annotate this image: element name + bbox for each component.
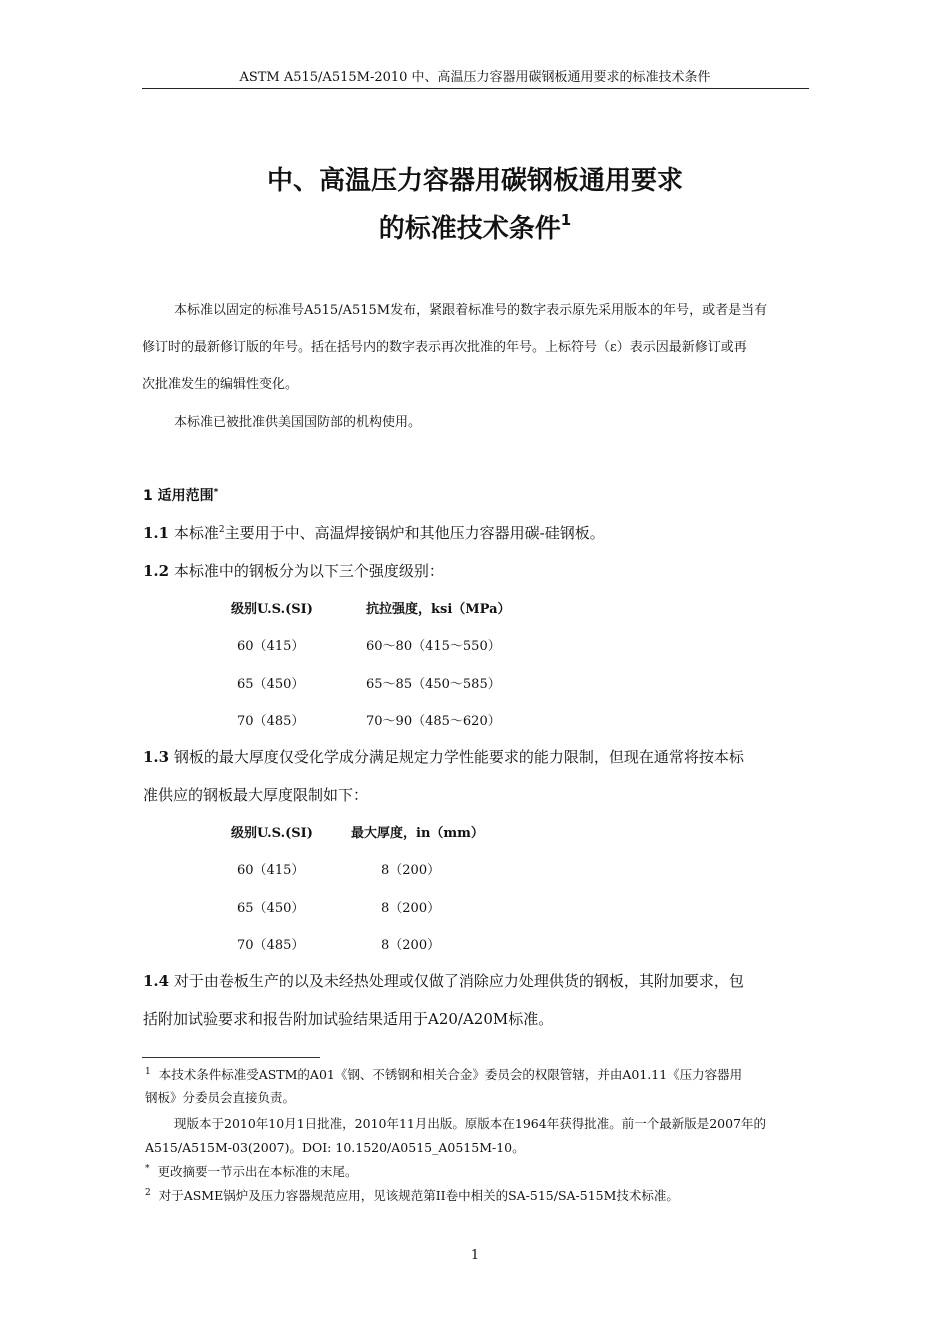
clause-number: 1.3 <box>143 748 170 766</box>
clause-number: 1.2 <box>143 562 170 580</box>
table2-cell: 65（450） <box>237 901 305 916</box>
footnote-1-mark: 1 <box>145 1066 151 1077</box>
intro-paragraph-line-3: 次批准发生的编辑性变化。 <box>142 377 299 392</box>
clause-1-1 <box>143 522 605 543</box>
footnote-2-text: 对于ASME锅炉及压力容器规范应用，见该规范第II卷中相关的SA-515/SA-515M技术标准。 <box>158 1188 679 1203</box>
table2-cell: 60（415） <box>237 863 305 878</box>
clause-number: 1.1 <box>143 524 170 542</box>
clause-text-pre: 本标准 <box>173 524 219 542</box>
clause-text-line-1: 钢板的最大厚度仅受化学成分满足规定力学性能要求的能力限制，但现在通常将按本标 <box>173 748 744 766</box>
table1-cell: 65～85（450～585） <box>366 677 501 692</box>
footnote-star <box>145 1162 357 1180</box>
table1-cell: 70～90（485～620） <box>366 714 501 729</box>
clause-1-4 <box>143 970 744 991</box>
table2-header-grade: 级别U.S.(SI) <box>231 826 313 841</box>
table1-cell: 70（485） <box>237 714 305 729</box>
footnote-rule <box>142 1057 320 1058</box>
footnote-1 <box>145 1065 742 1083</box>
table1-cell: 60（415） <box>237 639 305 654</box>
table2-cell: 8（200） <box>381 863 441 878</box>
footnote-star-text: 更改摘要一节示出在本标准的末尾。 <box>157 1164 358 1179</box>
footnote-1-line-2: 钢板》分委员会直接负责。 <box>145 1090 296 1105</box>
title-line-1: 中、高温压力容器用碳钢板通用要求 <box>266 166 683 196</box>
table2-cell: 8（200） <box>381 901 441 916</box>
section-heading-text: 1 适用范围 <box>143 488 214 504</box>
clause-text-line-1: 对于由卷板生产的以及未经热处理或仅做了消除应力处理供货的钢板，其附加要求，包 <box>173 972 744 990</box>
footnote-2-mark: 2 <box>145 1187 151 1198</box>
clause-1-2 <box>143 560 444 581</box>
title-line-2 <box>0 208 950 245</box>
footnote-2 <box>145 1186 679 1204</box>
table2-cell: 70（485） <box>237 938 305 953</box>
clause-footnote-ref: 2 <box>218 525 225 535</box>
table2-cell: 8（200） <box>381 938 441 953</box>
title-line-2-text: 的标准技术条件 <box>378 214 561 244</box>
intro-paragraph-line-2: 修订时的最新修订版的年号。括在括号内的数字表示再次批准的年号。上标符号（ε）表示因最新修订或再 <box>142 340 747 355</box>
intro-paragraph-2: 本标准已被批准供美国国防部的机构使用。 <box>174 415 422 430</box>
clause-1-4-line-2: 括附加试验要求和报告附加试验结果适用于A20/A20M标准。 <box>143 1010 554 1028</box>
table2-header-thickness: 最大厚度，in（mm） <box>351 826 484 841</box>
footnote-star-mark: * <box>145 1163 150 1174</box>
table1-header-strength: 抗拉强度，ksi（MPa） <box>366 602 511 617</box>
intro-paragraph-line-1: 本标准以固定的标准号A515/A515M发布，紧跟着标准号的数字表示原先采用版本的年号，或者是当有 <box>174 303 768 318</box>
footnote-1-line-1: 本技术条件标准受ASTM的A01《钢、不锈钢和相关合金》委员会的权限管辖，并由A01.11《压力容器用 <box>158 1067 743 1082</box>
clause-1-3-line-2: 准供应的钢板最大厚度限制如下： <box>143 786 369 804</box>
table1-cell: 65（450） <box>237 677 305 692</box>
clause-1-3 <box>143 746 744 767</box>
header-rule <box>142 88 809 89</box>
footnote-1-line-4: A515/A515M-03(2007)。DOI: 10.1520/A0515_A0515M-10。 <box>145 1140 525 1155</box>
clause-text: 本标准中的钢板分为以下三个强度级别： <box>173 562 444 580</box>
table1-cell: 60～80（415～550） <box>366 639 501 654</box>
table1-header-grade: 级别U.S.(SI) <box>231 602 313 617</box>
clause-text-post: 主要用于中、高温焊接锅炉和其他压力容器用碳-硅钢板。 <box>224 524 605 542</box>
running-header: ASTM A515/A515M-2010 中、高温压力容器用碳钢板通用要求的标准技术条件 <box>239 70 711 85</box>
clause-number: 1.4 <box>143 972 170 990</box>
section-heading-footnote-ref: * <box>213 487 219 498</box>
footnote-1-line-3: 现版本于2010年10月1日批准，2010年11月出版。原版本在1964年获得批准。前一个最新版是2007年的 <box>174 1116 767 1131</box>
title-footnote-ref: 1 <box>560 211 572 230</box>
page-number: 1 <box>470 1248 480 1263</box>
section-heading-scope <box>143 485 218 505</box>
